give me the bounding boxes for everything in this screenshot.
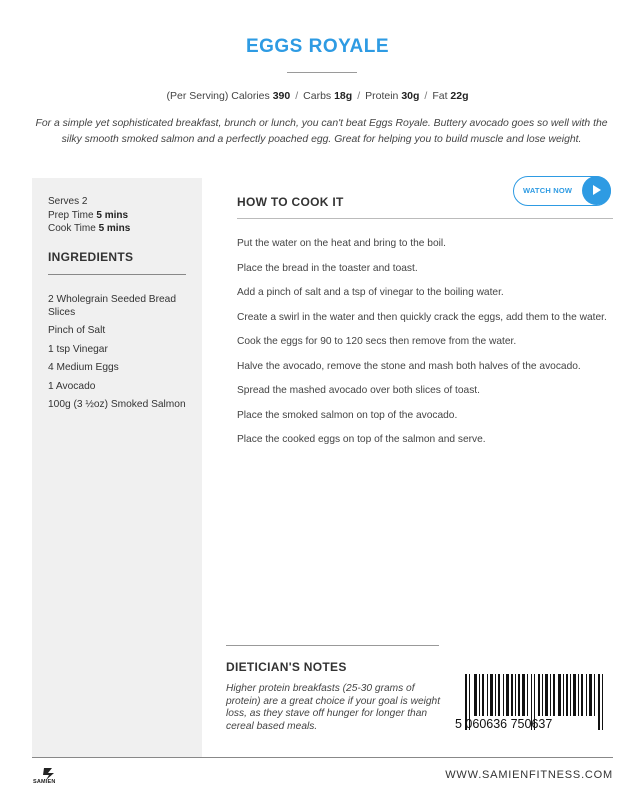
fat-label: Fat xyxy=(432,90,448,102)
prep-time-value: 5 mins xyxy=(96,209,129,221)
step-item: Create a swirl in the water and then quickly crack the eggs, add them to the water. xyxy=(237,311,607,323)
recipe-meta xyxy=(48,195,130,236)
prep-time-label: Prep Time xyxy=(48,209,94,221)
ingredients-sidebar xyxy=(32,178,202,758)
ingredient-item: 4 Medium Eggs xyxy=(48,362,119,373)
play-icon xyxy=(582,176,611,205)
carbs-value: 18g xyxy=(334,90,353,102)
protein-label: Protein xyxy=(365,90,399,102)
how-to-cook-heading: HOW TO COOK IT xyxy=(237,195,344,209)
separator: / xyxy=(357,90,361,102)
step-item: Cook the eggs for 90 to 120 secs then remove from the water. xyxy=(237,336,517,347)
cook-time-value: 5 mins xyxy=(98,223,131,234)
step-item: Put the water on the heat and bring to the boil. xyxy=(237,238,446,249)
step-item: Add a pinch of salt and a tsp of vinegar to the boiling water. xyxy=(237,287,504,298)
ingredient-item: 1 tsp Vinegar xyxy=(48,343,108,355)
ingredients-heading: INGREDIENTS xyxy=(48,250,134,264)
step-item: Spread the mashed avocado over both slices of toast. xyxy=(237,385,480,396)
dietician-notes-text: Higher protein breakfasts (25-30 grams of protein) are a great choice if your goal is weight loss, as they stave off hunger for longer than cereal based meals. xyxy=(226,683,441,732)
calories-label: (Per Serving) Calories xyxy=(166,90,270,102)
how-to-divider xyxy=(237,218,613,219)
recipe-intro: For a simple yet sophisticated breakfast, brunch or lunch, you can't beat Eggs Royale. Buttery avocado goes so well with the silky smooth smoked salmon and a perfectly poached egg. Great for helping you to build muscle and lose weight. xyxy=(35,118,608,145)
step-item: Place the smoked salmon on top of the avocado. xyxy=(237,409,458,421)
nutrition-summary xyxy=(0,90,635,102)
ingredient-item: 100g (3 ½oz) Smoked Salmon xyxy=(48,399,186,410)
separator: / xyxy=(424,90,428,102)
prep-time-row xyxy=(48,209,130,223)
ingredient-item: 1 Avocado xyxy=(48,380,96,392)
watch-now-label: WATCH NOW xyxy=(523,186,573,195)
ingredient-item: 2 Wholegrain Seeded Bread Slices xyxy=(48,294,176,318)
carbs-label: Carbs xyxy=(303,90,332,102)
serves-row xyxy=(48,195,130,209)
ingredients-list xyxy=(48,294,188,418)
title-divider xyxy=(287,72,357,73)
calories-value: 390 xyxy=(272,90,291,102)
ingredients-divider xyxy=(48,274,186,275)
recipe-title: EGGS ROYALE xyxy=(245,36,390,57)
serves-value: 2 xyxy=(81,196,88,207)
cook-time-label: Cook Time xyxy=(48,223,96,234)
ingredient-item: Pinch of Salt xyxy=(48,325,106,336)
notes-divider xyxy=(226,645,439,646)
serves-label: Serves xyxy=(48,196,80,207)
step-item: Halve the avocado, remove the stone and mash both halves of the avocado. xyxy=(237,360,581,372)
website-link[interactable]: WWW.SAMIENFITNESS.COM xyxy=(445,769,613,781)
samien-logo-icon xyxy=(36,766,66,790)
fat-value: 22g xyxy=(450,90,469,102)
watch-now-button[interactable] xyxy=(513,176,611,206)
protein-value: 30g xyxy=(401,90,420,102)
step-item: Place the cooked eggs on top of the salmon and serve. xyxy=(237,434,486,445)
cook-time-row xyxy=(48,222,130,236)
logo-text: SAMIEN xyxy=(33,779,56,785)
barcode-number: 5 060636 750637 xyxy=(455,717,553,731)
cooking-steps xyxy=(237,238,613,459)
footer-divider xyxy=(32,757,613,758)
dietician-notes-heading: DIETICIAN'S NOTES xyxy=(226,660,347,674)
separator: / xyxy=(295,90,299,102)
step-item: Place the bread in the toaster and toast. xyxy=(237,262,418,274)
